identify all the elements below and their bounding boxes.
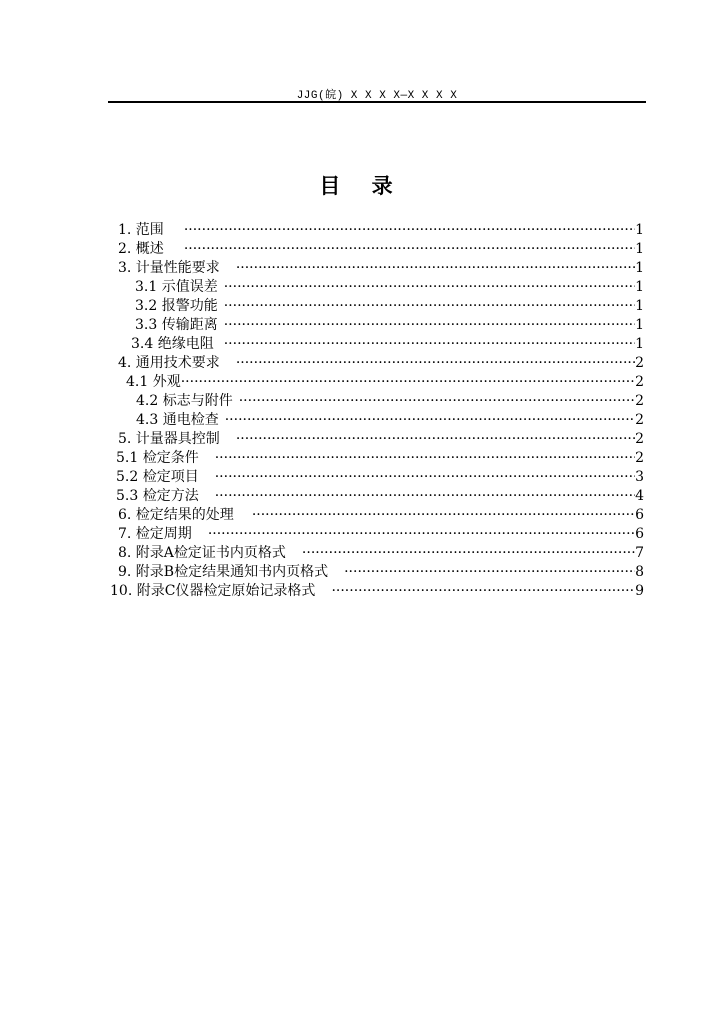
toc-entry-label: 1. 范围 bbox=[118, 222, 164, 238]
toc-entry[interactable] bbox=[116, 487, 644, 506]
toc-entry-page: 6 bbox=[635, 526, 644, 542]
toc-leader-dots bbox=[331, 582, 635, 601]
toc-leader-dots bbox=[236, 430, 635, 449]
toc-leader-dots bbox=[236, 259, 635, 278]
toc-leader-dots bbox=[184, 240, 635, 259]
toc-entry-label: 4.1 外观 bbox=[126, 374, 181, 390]
toc-entry[interactable] bbox=[118, 240, 644, 259]
toc-leader-dots bbox=[344, 563, 635, 582]
toc-entry-label: 3.4 绝缘电阻 bbox=[131, 336, 214, 352]
toc-entry-label: 6. 检定结果的处理 bbox=[118, 507, 234, 523]
toc-entry-page: 7 bbox=[635, 545, 644, 561]
toc-entry-page: 4 bbox=[635, 488, 644, 504]
toc-entry-label: 10. 附录C仪器检定原始记录格式 bbox=[110, 583, 316, 599]
toc-leader-dots bbox=[302, 544, 635, 563]
toc-entry-label: 3.2 报警功能 bbox=[135, 298, 218, 314]
toc-entry[interactable] bbox=[131, 335, 644, 354]
toc-entry-page: 1 bbox=[635, 298, 644, 314]
toc-entry[interactable] bbox=[135, 278, 644, 297]
toc-entry-page: 2 bbox=[635, 431, 644, 447]
page-title: 目 录 bbox=[319, 174, 405, 198]
running-header: JJG(皖) X X X X—X X X X bbox=[296, 90, 458, 102]
toc-entry[interactable] bbox=[118, 544, 644, 563]
toc-leader-dots bbox=[184, 221, 635, 240]
header-rule bbox=[108, 101, 646, 103]
toc-entry[interactable] bbox=[126, 373, 644, 392]
toc-entry-label: 4.2 标志与附件 bbox=[136, 393, 233, 409]
toc-entry-label: 5.3 检定方法 bbox=[116, 488, 199, 504]
toc-entry[interactable] bbox=[118, 221, 644, 240]
toc-entry-label: 5.1 检定条件 bbox=[116, 450, 199, 466]
toc-leader-dots bbox=[236, 354, 635, 373]
toc-entry[interactable] bbox=[116, 449, 644, 468]
toc-entry-label: 4. 通用技术要求 bbox=[118, 355, 220, 371]
toc-entry-page: 1 bbox=[635, 336, 644, 352]
toc-leader-dots bbox=[224, 278, 635, 297]
toc-entry-page: 2 bbox=[635, 450, 644, 466]
toc-entry-page: 1 bbox=[635, 241, 644, 257]
toc-leader-dots bbox=[208, 525, 635, 544]
toc-entry-label: 2. 概述 bbox=[118, 241, 164, 257]
toc-entry-label: 5.2 检定项目 bbox=[116, 469, 199, 485]
toc-entry[interactable] bbox=[118, 259, 644, 278]
toc-entry[interactable] bbox=[110, 582, 644, 601]
toc-entry-page: 8 bbox=[635, 564, 644, 580]
toc-leader-dots bbox=[215, 468, 635, 487]
toc-leader-dots bbox=[215, 449, 635, 468]
toc-entry[interactable] bbox=[135, 316, 644, 335]
toc-leader-dots bbox=[224, 335, 635, 354]
toc-entry[interactable] bbox=[118, 563, 644, 582]
toc-entry[interactable] bbox=[116, 468, 644, 487]
toc-leader-dots bbox=[252, 506, 635, 525]
toc-entry-label: 4.3 通电检查 bbox=[136, 412, 219, 428]
toc-entry-label: 3.1 示值误差 bbox=[135, 279, 218, 295]
toc-entry-page: 9 bbox=[635, 583, 644, 599]
toc-entry-label: 9. 附录B检定结果通知书内页格式 bbox=[118, 564, 329, 580]
toc-entry-page: 2 bbox=[635, 412, 644, 428]
toc-leader-dots bbox=[215, 487, 635, 506]
toc-entry-label: 3.3 传输距离 bbox=[135, 317, 218, 333]
toc-leader-dots bbox=[181, 373, 635, 392]
toc-leader-dots bbox=[225, 411, 635, 430]
toc-entry-label: 5. 计量器具控制 bbox=[118, 431, 220, 447]
toc-leader-dots bbox=[224, 316, 635, 335]
toc-entry-label: 3. 计量性能要求 bbox=[118, 260, 220, 276]
toc-entry-page: 2 bbox=[635, 374, 644, 390]
toc-entry[interactable] bbox=[118, 354, 644, 373]
toc-entry-page: 2 bbox=[635, 393, 644, 409]
toc-entry-page: 1 bbox=[635, 260, 644, 276]
toc-entry-page: 6 bbox=[635, 507, 644, 523]
toc-entry-page: 1 bbox=[635, 222, 644, 238]
toc-leader-dots bbox=[224, 297, 635, 316]
toc-entry-page: 1 bbox=[635, 317, 644, 333]
toc-entry[interactable] bbox=[136, 411, 644, 430]
toc-entry-label: 8. 附录A检定证书内页格式 bbox=[118, 545, 286, 561]
toc-entry[interactable] bbox=[118, 506, 644, 525]
toc-entry[interactable] bbox=[136, 392, 644, 411]
toc-entry-label: 7. 检定周期 bbox=[118, 526, 192, 542]
toc-entry[interactable] bbox=[135, 297, 644, 316]
toc-entry[interactable] bbox=[118, 525, 644, 544]
toc-entry[interactable] bbox=[118, 430, 644, 449]
toc-entry-page: 3 bbox=[635, 469, 644, 485]
toc-entry-page: 1 bbox=[635, 279, 644, 295]
toc-entry-page: 2 bbox=[635, 355, 644, 371]
toc-leader-dots bbox=[239, 392, 635, 411]
